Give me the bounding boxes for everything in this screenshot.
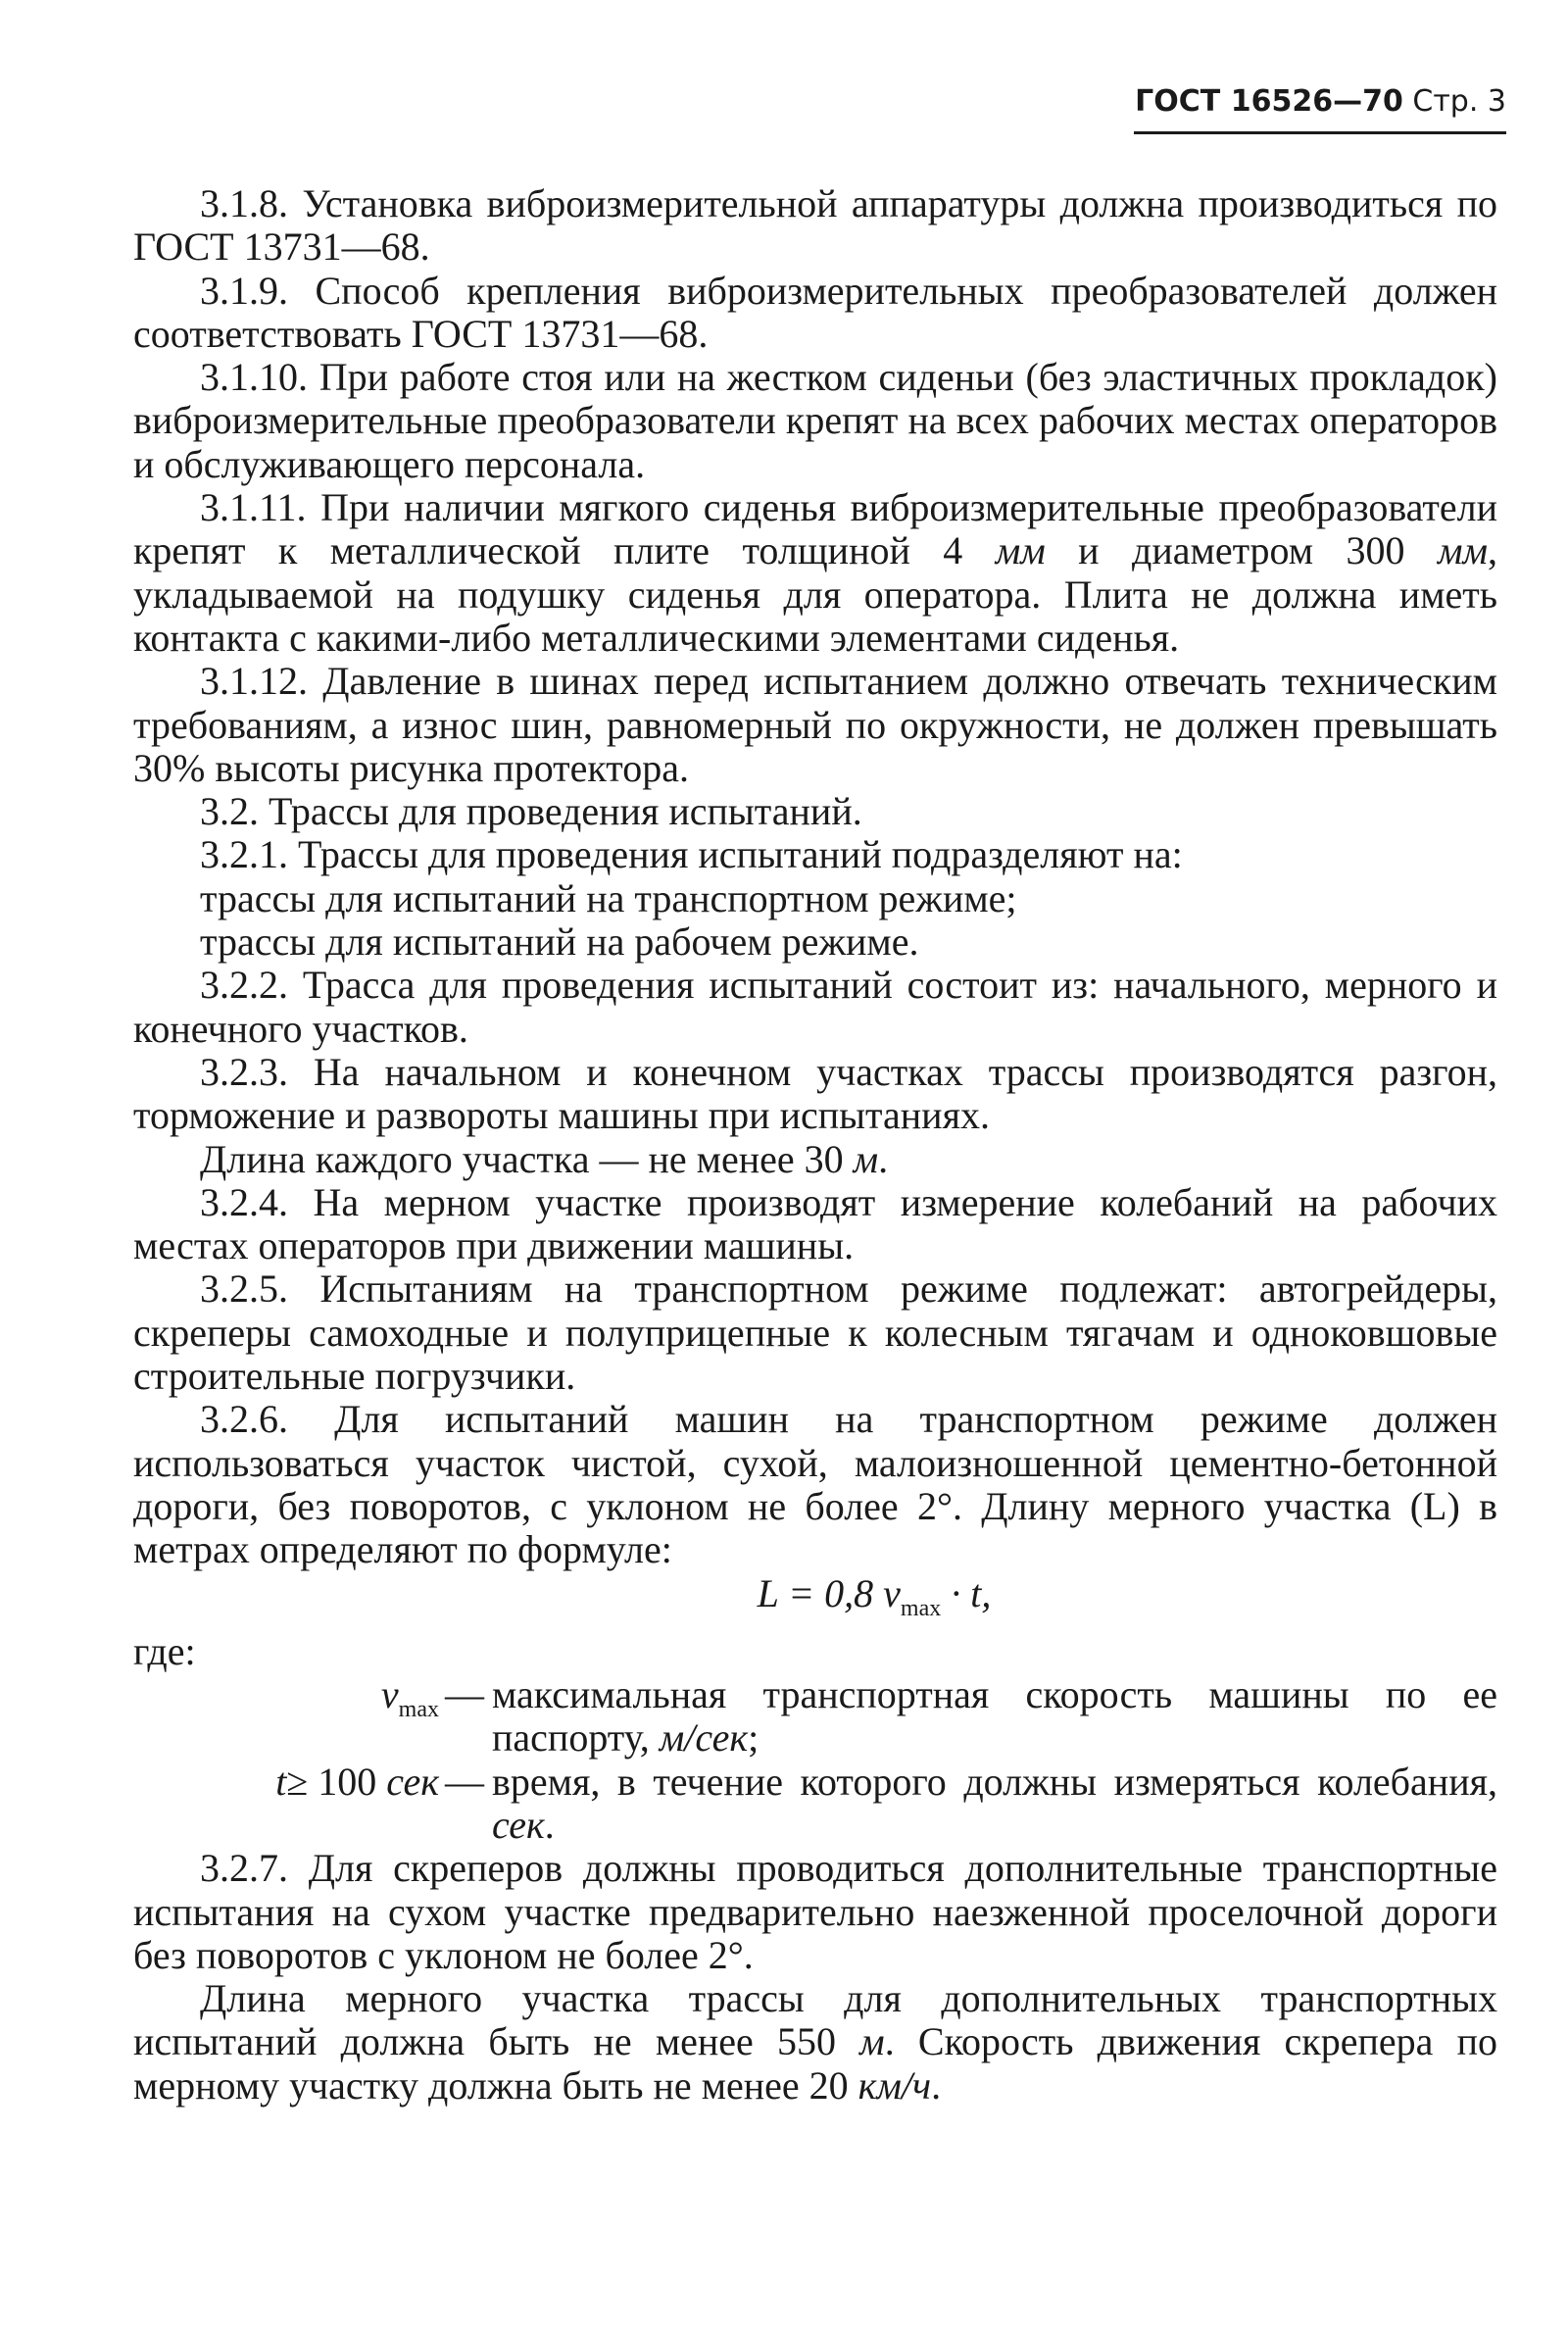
clause-text: .: [544, 1802, 555, 1847]
clause-text: Длина мерного участка трассы для дополнительных транспортных испытаний должна быть не менее 550: [133, 1976, 1497, 2064]
clause-3-2-3: 3.2.3. На начальном и конечном участках трассы производятся разгон, торможение и развороты машины при испытаниях.: [133, 1049, 1497, 1138]
formula-lhs: L = 0,8 v: [757, 1570, 901, 1615]
unit: м/сек: [659, 1715, 749, 1761]
clause-text: и диаметром 300: [1045, 528, 1438, 573]
page-header: [1114, 82, 1506, 122]
term-symbol: t: [275, 1759, 287, 1804]
unit: сек: [386, 1759, 439, 1804]
clause-3-2-6: 3.2.6. Для испытаний машин на транспортном режиме должен использоваться участок чистой, сухой, малоизношенной цементно-бетонной дороги, без поворотов, с уклоном не более 2°. Длину мерного участка (L) в метрах определяют по формуле:: [133, 1397, 1497, 1572]
clause-3-2: 3.2. Трассы для проведения испытаний.: [200, 789, 862, 834]
clause-3-2-7-length: [133, 1977, 1497, 2108]
formula-subscript: max: [900, 1595, 942, 1621]
clause-text: .: [878, 1136, 889, 1181]
definition-text: [492, 1673, 1497, 1761]
header-rule: [1134, 131, 1506, 134]
unit: мм: [1437, 528, 1488, 573]
unit: км/ч: [858, 2062, 932, 2108]
clause-3-1-9: 3.1.9. Способ крепления виброизмерительных преобразователей должен соответствовать ГОСТ 13731—68.: [133, 268, 1497, 356]
clause-text: .: [931, 2062, 942, 2108]
clause-text: максимальная транспортная скорость машины по ее паспорту,: [492, 1672, 1497, 1761]
clause-text: время, в течение которого должны измеряться колебания,: [492, 1759, 1497, 1804]
document-body: [133, 182, 1497, 2108]
definition-term: [133, 1673, 439, 1761]
formula-rhs: · t,: [941, 1570, 992, 1615]
clause-text: Длина каждого участка — не менее 30: [200, 1136, 854, 1181]
definition-dash: —: [445, 1759, 484, 1804]
definition-text: [492, 1761, 1497, 1848]
definition-dash: —: [445, 1672, 484, 1717]
definition-t: [133, 1761, 1497, 1848]
list-item: трассы для испытаний на рабочем режиме.: [200, 919, 919, 965]
clause-3-2-4: 3.2.4. На мерном участке производят измерение колебаний на рабочих местах операторов при движении машины.: [133, 1179, 1497, 1268]
clause-3-2-2: 3.2.2. Трасса для проведения испытаний состоит из: начального, мерного и конечного участков.: [133, 963, 1497, 1051]
where-label: где:: [133, 1628, 196, 1673]
standard-code: ГОСТ 16526—70: [1135, 84, 1403, 119]
definition-vmax: [133, 1673, 1497, 1761]
clause-text: ;: [748, 1715, 760, 1761]
clause-text: 3.1.11. При наличии мягкого сиденья виброизмерительные преобразователи крепят к металлической плите толщиной 4: [133, 485, 1497, 573]
list-item: трассы для испытаний на транспортном режиме;: [200, 875, 1017, 920]
formula: [133, 1572, 1497, 1630]
clause-3-2-5: 3.2.5. Испытаниям на транспортном режиме подлежат: автогрейдеры, скреперы самоходные и полуприцепные к колесным тягачам и одноковшовые строительные погрузчики.: [133, 1266, 1497, 1399]
unit: сек: [492, 1802, 545, 1847]
clause-3-1-8: 3.1.8. Установка виброизмерительной аппаратуры должна производиться по ГОСТ 13731—68.: [133, 181, 1497, 270]
clause-3-1-12: 3.1.12. Давление в шинах перед испытанием должно отвечать техническим требованиям, а износ шин, равномерный по окружности, не должен превышать 30% высоты рисунка протектора.: [133, 659, 1497, 790]
term-relation: ≥ 100: [286, 1759, 387, 1804]
page-number: Стр. 3: [1412, 84, 1506, 119]
unit: м: [853, 1136, 879, 1181]
term-subscript: max: [398, 1697, 439, 1723]
clause-3-1-11: [133, 486, 1497, 660]
clause-3-1-10: 3.1.10. При работе стоя или на жестком сиденьи (без эластичных прокладок) виброизмерительные преобразователи крепят на всех рабочих местах операторов и обслуживающего персонала.: [133, 355, 1497, 486]
clause-text: , укладываемой на подушку сиденья для оператора. Плита не должна иметь контакта с какими-либо металлическими элементами сиденья.: [133, 528, 1497, 660]
clause-3-2-1: 3.2.1. Трассы для проведения испытаний подразделяют на:: [200, 832, 1183, 877]
clause-3-2-7: 3.2.7. Для скреперов должны проводиться дополнительные транспортные испытания на сухом участке предварительно наезженной проселочной дороги без поворотов с уклоном не более 2°.: [133, 1846, 1497, 1977]
unit: м: [859, 2019, 885, 2064]
term-symbol: v: [380, 1672, 399, 1717]
unit: мм: [995, 528, 1046, 573]
length-note: [133, 1138, 1497, 1181]
clause-text: . Скорость движения скрепера по мерному участку должна быть не менее 20: [133, 2019, 1497, 2108]
definition-term: [133, 1761, 439, 1848]
